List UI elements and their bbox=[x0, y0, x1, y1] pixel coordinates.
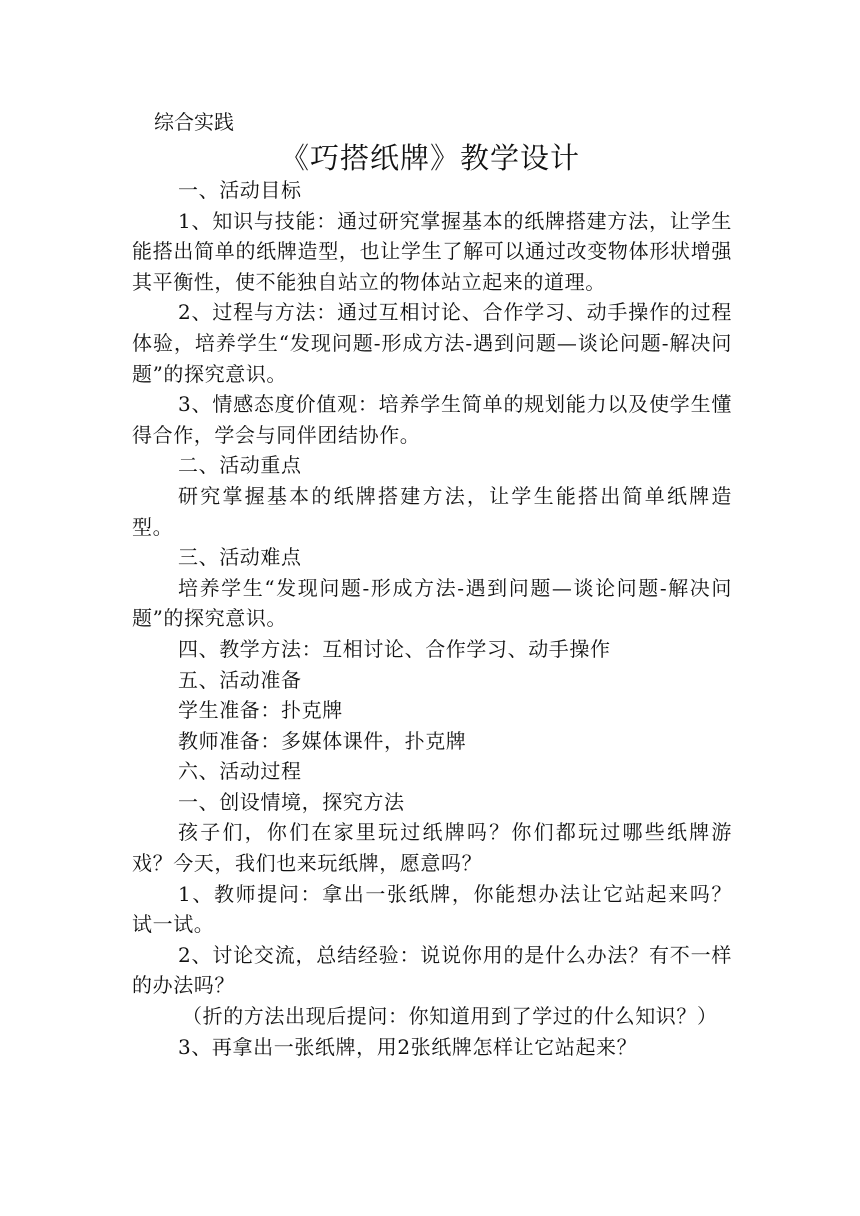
subsection-heading-situation: 一、创设情境，探究方法 bbox=[178, 789, 405, 814]
section-heading-difficulties: 三、活动难点 bbox=[178, 545, 302, 570]
paragraph-step-3: 3、再拿出一张纸牌，用2张纸牌怎样让它站起来？ bbox=[178, 1034, 638, 1059]
subject-label: 综合实践 bbox=[154, 110, 234, 134]
section-heading-goals: 一、活动目标 bbox=[178, 178, 302, 202]
paragraph-process-methods: 2、过程与方法：通过互相讨论、合作学习、动手操作的过程体验，培养学生“发现问题-形成方法-遇到问题—谈论问题-解决问题”的探究意识。 bbox=[132, 300, 732, 386]
document-body bbox=[132, 175, 732, 1062]
paragraph-step-2-note: （折的方法出现后提问：你知道用到了学过的什么知识？） bbox=[182, 1004, 718, 1029]
document-title: 《巧搭纸牌》教学设计 bbox=[279, 141, 580, 175]
paragraph-student-preparation: 学生准备：扑克牌 bbox=[178, 698, 343, 723]
paragraph-attitude-values: 3、情感态度价值观：培养学生简单的规划能力以及使学生懂得合作，学会与同伴团结协作。 bbox=[132, 392, 732, 447]
paragraph-intro-question: 孩子们，你们在家里玩过纸牌吗？你们都玩过哪些纸牌游戏？今天，我们也来玩纸牌，愿意吗？ bbox=[132, 820, 732, 876]
paragraph-key-points: 研究掌握基本的纸牌搭建方法，让学生能搭出简单纸牌造型。 bbox=[132, 483, 732, 539]
section-heading-preparation: 五、活动准备 bbox=[178, 667, 302, 692]
section-heading-process: 六、活动过程 bbox=[178, 759, 302, 784]
paragraph-step-2: 2、讨论交流，总结经验：说说你用的是什么办法？有不一样的办法吗？ bbox=[132, 942, 732, 998]
section-heading-methods: 四、教学方法：互相讨论、合作学习、动手操作 bbox=[178, 636, 611, 661]
paragraph-step-1: 1、教师提问：拿出一张纸牌，你能想办法让它站起来吗？ 试一试。 bbox=[132, 881, 732, 937]
paragraph-teacher-preparation: 教师准备：多媒体课件，扑克牌 bbox=[178, 728, 467, 753]
paragraph-knowledge-skills: 1、知识与技能：通过研究掌握基本的纸牌搭建方法，让学生能搭出简单的纸牌造型，也让学生了解可以通过改变物体形状增强其平衡性，使不能独自站立的物体站立起来的道理。 bbox=[132, 208, 732, 294]
paragraph-difficulties: 培养学生“发现问题-形成方法-遇到问题—谈论问题-解决问题”的探究意识。 bbox=[132, 575, 732, 631]
section-heading-key-points: 二、活动重点 bbox=[178, 453, 302, 478]
